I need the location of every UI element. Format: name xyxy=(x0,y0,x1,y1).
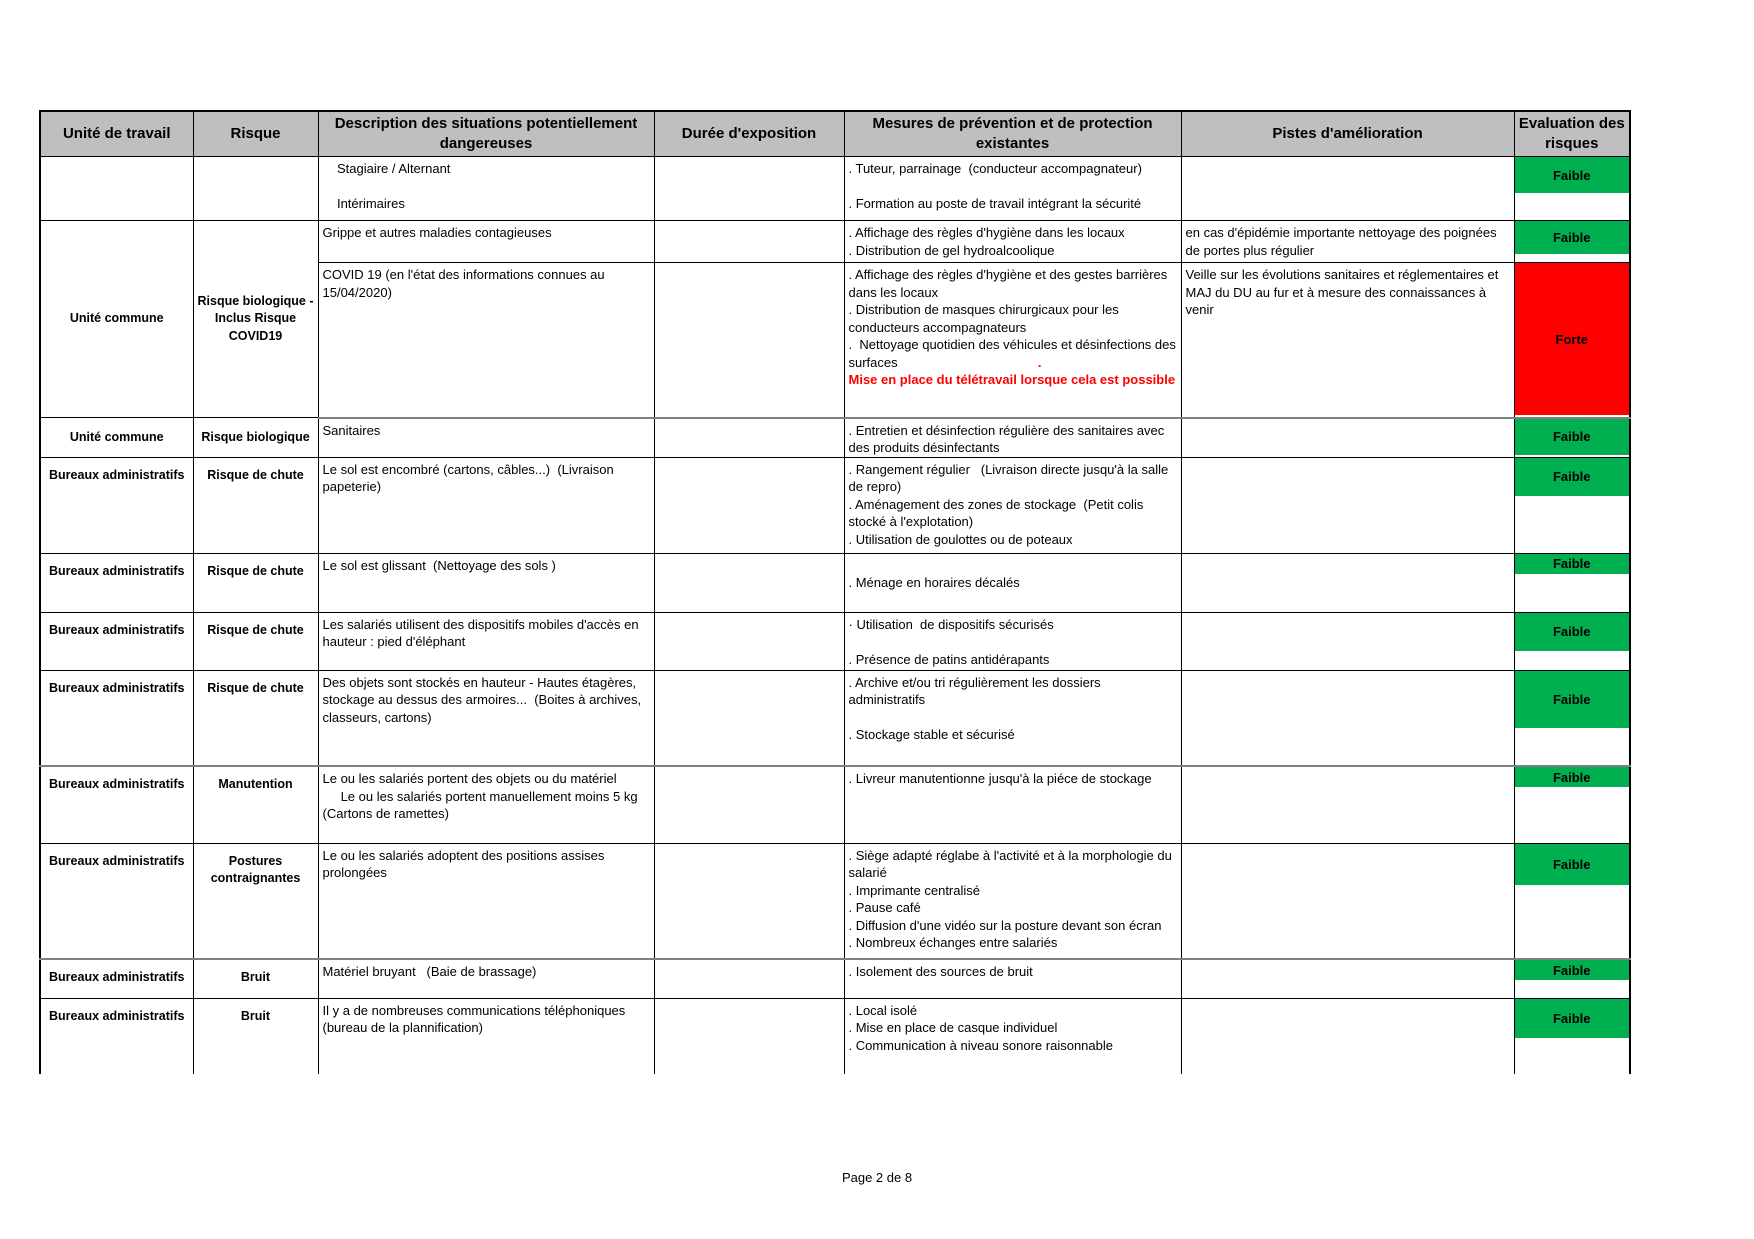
cell-duree xyxy=(654,457,844,553)
cell-evaluation xyxy=(1514,157,1630,221)
cell-pistes xyxy=(1181,553,1514,612)
cell-mesures: . Entretien et désinfection régulière des sanitaires avec des produits désinfectants xyxy=(844,418,1181,458)
cell-mesures: . Livreur manutentionne jusqu'à la piéce de stockage xyxy=(844,766,1181,843)
cell-risque: Manutention xyxy=(193,766,318,843)
risk-level-badge: Faible xyxy=(1515,844,1630,885)
cell-duree xyxy=(654,263,844,418)
header-row xyxy=(40,111,1630,157)
cell-unite: Unité commune xyxy=(40,221,193,418)
table-row xyxy=(40,843,1630,959)
cell-description: Le sol est glissant (Nettoyage des sols ) xyxy=(318,553,654,612)
cell-description: Il y a de nombreuses communications téléphoniques (bureau de la plannification) xyxy=(318,998,654,1074)
cell-mesures: . Isolement des sources de bruit xyxy=(844,959,1181,998)
cell-evaluation xyxy=(1514,670,1630,766)
cell-duree xyxy=(654,553,844,612)
cell-unite: Unité commune xyxy=(40,418,193,458)
cell-risque: Risque de chute xyxy=(193,670,318,766)
cell-mesures: . Rangement régulier (Livraison directe jusqu'à la salle de repro) . Aménagement des zones de stockage (Petit colis stocké à l'explotation) . Utilisation de goulottes ou de poteaux xyxy=(844,457,1181,553)
risk-level-badge: Faible xyxy=(1515,767,1630,787)
cell-duree xyxy=(654,612,844,670)
cell-description: Grippe et autres maladies contagieuses xyxy=(318,221,654,263)
red-period-mark: . xyxy=(1037,354,1042,370)
table-row xyxy=(40,766,1630,843)
risk-level-badge: Faible xyxy=(1515,157,1630,193)
risk-level-badge: Faible xyxy=(1515,671,1630,728)
cell-pistes: en cas d'épidémie importante nettoyage des poignées de portes plus régulier xyxy=(1181,221,1514,263)
table-row xyxy=(40,998,1630,1074)
page-number: Page 2 de 8 xyxy=(841,1170,913,1185)
cell-evaluation xyxy=(1514,843,1630,959)
table-row xyxy=(40,670,1630,766)
cell-mesures: . Archive et/ou tri régulièrement les dossiers administratifs . Stockage stable et sécurisé xyxy=(844,670,1181,766)
cell-description: Sanitaires xyxy=(318,418,654,458)
cell-description: Matériel bruyant (Baie de brassage) xyxy=(318,959,654,998)
cell-duree xyxy=(654,843,844,959)
cell-evaluation xyxy=(1514,263,1630,418)
cell-unite: Bureaux administratifs xyxy=(40,998,193,1074)
cell-duree xyxy=(654,998,844,1074)
cell-mesures: · Utilisation de dispositifs sécurisés . Présence de patins antidérapants xyxy=(844,612,1181,670)
cell-pistes xyxy=(1181,670,1514,766)
column-header-mesures: Mesures de prévention et de protection existantes xyxy=(844,111,1181,157)
cell-pistes xyxy=(1181,766,1514,843)
cell-unite: Bureaux administratifs xyxy=(40,766,193,843)
risk-level-badge: Faible xyxy=(1515,458,1630,496)
cell-evaluation xyxy=(1514,553,1630,612)
cell-evaluation xyxy=(1514,612,1630,670)
cell-pistes xyxy=(1181,418,1514,458)
cell-duree xyxy=(654,766,844,843)
cell-duree xyxy=(654,221,844,263)
cell-unite: Bureaux administratifs xyxy=(40,553,193,612)
column-header-evaluation: Evaluation des risques xyxy=(1514,111,1630,157)
cell-evaluation xyxy=(1514,766,1630,843)
cell-description: Stagiaire / Alternant Intérimaires xyxy=(318,157,654,221)
cell-mesures: . Ménage en horaires décalés xyxy=(844,553,1181,612)
table-row xyxy=(40,959,1630,998)
cell-duree xyxy=(654,157,844,221)
cell-pistes xyxy=(1181,959,1514,998)
table-header xyxy=(40,111,1630,157)
cell-mesures: . Affichage des règles d'hygiène dans les locaux . Distribution de gel hydroalcoolique xyxy=(844,221,1181,263)
cell-duree xyxy=(654,418,844,458)
risk-level-badge: Faible xyxy=(1515,999,1630,1038)
risk-assessment-table xyxy=(39,110,1631,1074)
risk-level-badge: Faible xyxy=(1515,960,1630,980)
cell-pistes xyxy=(1181,612,1514,670)
risk-level-badge: Faible xyxy=(1515,221,1630,254)
cell-unite: Bureaux administratifs xyxy=(40,457,193,553)
cell-duree xyxy=(654,959,844,998)
cell-description: COVID 19 (en l'état des informations connues au 15/04/2020) xyxy=(318,263,654,418)
cell-mesures: . Local isolé . Mise en place de casque individuel . Communication à niveau sonore raisonnable xyxy=(844,998,1181,1074)
table-body xyxy=(40,157,1630,1075)
cell-description: Les salariés utilisent des dispositifs mobiles d'accès en hauteur : pied d'éléphant xyxy=(318,612,654,670)
risk-level-badge: Faible xyxy=(1515,613,1630,651)
column-header-duree: Durée d'exposition xyxy=(654,111,844,157)
column-header-risque: Risque xyxy=(193,111,318,157)
cell-risque: Risque de chute xyxy=(193,457,318,553)
cell-description: Le ou les salariés portent des objets ou du matériel Le ou les salariés portent manuellement moins 5 kg (Cartons de ramettes) xyxy=(318,766,654,843)
cell-unite xyxy=(40,157,193,221)
table-row xyxy=(40,612,1630,670)
cell-description: Le ou les salariés adoptent des positions assises prolongées xyxy=(318,843,654,959)
cell-risque: Bruit xyxy=(193,998,318,1074)
cell-risque: Risque biologique - Inclus Risque COVID19 xyxy=(193,221,318,418)
cell-description: Des objets sont stockés en hauteur - Hautes étagères, stockage au dessus des armoires... (Boites à archives, classeurs, cartons) xyxy=(318,670,654,766)
risk-level-badge: Faible xyxy=(1515,554,1630,574)
cell-mesures: . Affichage des règles d'hygiène et des gestes barrières dans les locaux . Distribution de masques chirurgicaux pour les conducteurs accompagnateurs . Nettoyage quotidien des véhicules et désinfections des surfaces . Mise en place du télétravail lorsque cela est possible xyxy=(844,263,1181,418)
cell-evaluation xyxy=(1514,959,1630,998)
cell-risque: Risque de chute xyxy=(193,553,318,612)
risk-level-badge: Faible xyxy=(1515,419,1630,455)
cell-unite: Bureaux administratifs xyxy=(40,959,193,998)
cell-evaluation xyxy=(1514,418,1630,458)
cell-risque xyxy=(193,157,318,221)
table-row xyxy=(40,221,1630,263)
table-row xyxy=(40,457,1630,553)
table-row xyxy=(40,553,1630,612)
cell-mesures: . Tuteur, parrainage (conducteur accompagnateur) . Formation au poste de travail intégrant la sécurité xyxy=(844,157,1181,221)
cell-pistes xyxy=(1181,843,1514,959)
cell-risque: Postures contraignantes xyxy=(193,843,318,959)
column-header-unite: Unité de travail xyxy=(40,111,193,157)
cell-pistes xyxy=(1181,457,1514,553)
cell-risque: Risque biologique xyxy=(193,418,318,458)
cell-risque: Risque de chute xyxy=(193,612,318,670)
cell-description: Le sol est encombré (cartons, câbles...) (Livraison papeterie) xyxy=(318,457,654,553)
cell-evaluation xyxy=(1514,998,1630,1074)
cell-evaluation xyxy=(1514,221,1630,263)
cell-pistes: Veille sur les évolutions sanitaires et réglementaires et MAJ du DU au fur et à mesure des connaissances à venir xyxy=(1181,263,1514,418)
table-row xyxy=(40,418,1630,458)
table-row xyxy=(40,157,1630,221)
column-header-pistes: Pistes d'amélioration xyxy=(1181,111,1514,157)
cell-mesures: . Siège adapté réglabe à l'activité et à la morphologie du salarié . Imprimante centralisé . Pause café . Diffusion d'une vidéo sur la posture devant son écran . Nombreux échanges entre salariés xyxy=(844,843,1181,959)
cell-evaluation xyxy=(1514,457,1630,553)
cell-unite: Bureaux administratifs xyxy=(40,670,193,766)
cell-pistes xyxy=(1181,157,1514,221)
column-header-description: Description des situations potentiellement dangereuses xyxy=(318,111,654,157)
risk-level-badge: Forte xyxy=(1515,263,1630,415)
cell-duree xyxy=(654,670,844,766)
cell-pistes xyxy=(1181,998,1514,1074)
cell-unite: Bureaux administratifs xyxy=(40,843,193,959)
cell-unite: Bureaux administratifs xyxy=(40,612,193,670)
cell-risque: Bruit xyxy=(193,959,318,998)
